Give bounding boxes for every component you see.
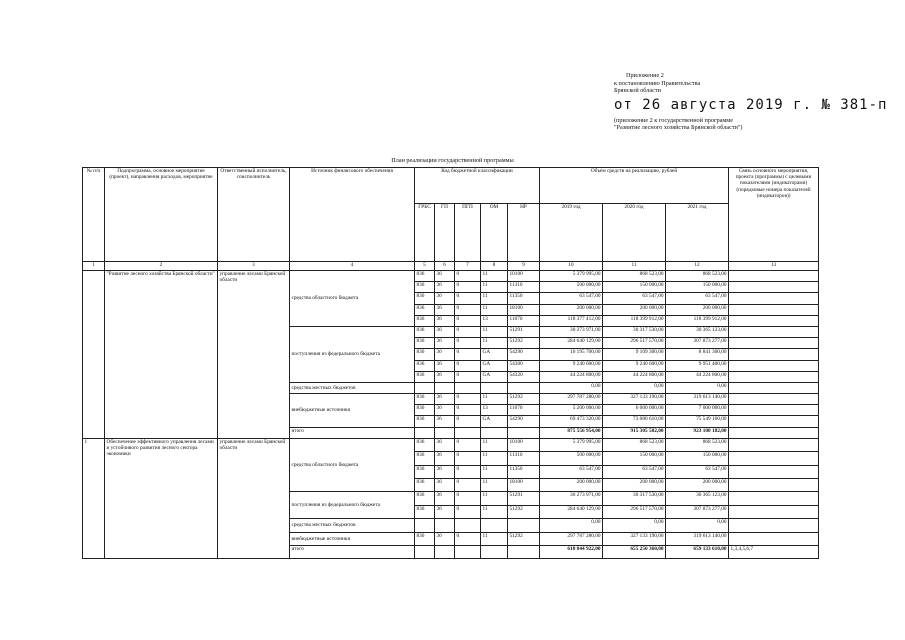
- amount-2019: 0,00: [540, 519, 603, 532]
- kbk-om: 11: [481, 293, 508, 304]
- kbk-grbs: 836: [415, 394, 435, 405]
- kbk-pgp: 0: [455, 505, 481, 518]
- kbk-empty: [481, 427, 508, 438]
- funding-source: внебюджетные источники: [290, 394, 415, 428]
- table-row: [83, 271, 819, 282]
- kbk-nr: 54300: [508, 360, 540, 371]
- kbk-om: GA: [481, 360, 508, 371]
- indicator-link: [729, 282, 819, 293]
- kbk-grbs: 836: [415, 349, 435, 360]
- kbk-gp: 36: [435, 452, 455, 465]
- kbk-pgp: 0: [455, 360, 481, 371]
- kbk-empty: [455, 427, 481, 438]
- col-volume: Объем средств на реализацию, рублей: [540, 168, 729, 204]
- amount-2021: 30 365 123,00: [666, 492, 729, 505]
- funding-source: поступления из федерального бюджета: [290, 326, 415, 382]
- amount-2020: 0,00: [603, 519, 666, 532]
- amount-2019: 30 273 971,00: [540, 326, 603, 337]
- kbk-gp: 36: [435, 532, 455, 545]
- amount-2019: 500 000,00: [540, 452, 603, 465]
- kbk-nr: 51292: [508, 532, 540, 545]
- kbk-pgp: 0: [455, 338, 481, 349]
- kbk-grbs: 836: [415, 282, 435, 293]
- amount-2021: 200 000,00: [666, 478, 729, 491]
- colnum: 2: [105, 262, 218, 271]
- indicator-link: [729, 438, 819, 451]
- indicator-link: [729, 465, 819, 478]
- colnum: 3: [218, 262, 290, 271]
- amount-2019: 297 787 280,00: [540, 394, 603, 405]
- amount-2020: 150 000,00: [603, 452, 666, 465]
- kbk-empty: [481, 545, 508, 558]
- amount-2021: 868 523,00: [666, 271, 729, 282]
- kbk-grbs: 836: [415, 360, 435, 371]
- amount-2019: 284 640 129,00: [540, 505, 603, 518]
- total-2019: 618 844 922,00: [540, 545, 603, 558]
- indicator-link: [729, 478, 819, 491]
- amount-2020: 200 000,00: [603, 478, 666, 491]
- amount-2020: 30 317 530,00: [603, 326, 666, 337]
- amount-2019: 500 000,00: [540, 282, 603, 293]
- kbk-grbs: 836: [415, 465, 435, 478]
- amount-2020: 63 547,00: [603, 293, 666, 304]
- amount-2021: 150 000,00: [666, 452, 729, 465]
- activity-name: Обеспечение эффективного управления лесами и устойчивого развития лесного сектора экономики: [105, 438, 218, 559]
- kbk-grbs: [415, 519, 435, 532]
- indicator-link: [729, 492, 819, 505]
- kbk-gp: 36: [435, 371, 455, 382]
- col-pgp: ПГП: [455, 204, 481, 262]
- kbk-om: 13: [481, 315, 508, 326]
- kbk-gp: 36: [435, 438, 455, 451]
- kbk-empty: [415, 545, 435, 558]
- kbk-nr: 10100: [508, 438, 540, 451]
- row-number: 1: [83, 438, 105, 559]
- kbk-pgp: 0: [455, 304, 481, 315]
- amount-2020: 296 517 570,00: [603, 338, 666, 349]
- indicator-link: [729, 338, 819, 349]
- kbk-pgp: 0: [455, 315, 481, 326]
- indicator-link: [729, 271, 819, 282]
- col-grbs: ГРБС: [415, 204, 435, 262]
- kbk-empty: [435, 545, 455, 558]
- amount-2019: 5 379 995,00: [540, 438, 603, 451]
- total-label: итого: [290, 545, 415, 558]
- indicator-link: [729, 532, 819, 545]
- kbk-gp: 36: [435, 349, 455, 360]
- kbk-grbs: 836: [415, 452, 435, 465]
- indicator-link: [729, 405, 819, 416]
- kbk-nr: 51291: [508, 492, 540, 505]
- amount-2020: 868 523,00: [603, 438, 666, 451]
- kbk-pgp: 0: [455, 271, 481, 282]
- kbk-pgp: 0: [455, 492, 481, 505]
- col-source: Источник финансового обеспечения: [290, 168, 415, 262]
- amount-2020: 73 080 610,00: [603, 416, 666, 427]
- colnum: 7: [455, 262, 481, 271]
- kbk-pgp: 0: [455, 405, 481, 416]
- amount-2021: 868 523,00: [666, 438, 729, 451]
- colnum: 1: [83, 262, 105, 271]
- decree-date: от 26 августа 2019 г. № 381-п: [614, 96, 888, 113]
- kbk-om: 11: [481, 478, 508, 491]
- indicator-link: [729, 349, 819, 360]
- funding-source: внебюджетные источники: [290, 532, 415, 545]
- amount-2021: 200 000,00: [666, 304, 729, 315]
- kbk-grbs: 836: [415, 315, 435, 326]
- amount-2021: 150 000,00: [666, 282, 729, 293]
- kbk-grbs: 836: [415, 492, 435, 505]
- kbk-pgp: 0: [455, 416, 481, 427]
- decree-ref: к постановлению Правительства: [614, 79, 701, 87]
- kbk-om: 11: [481, 282, 508, 293]
- col-kbk: Код бюджетной классификации: [415, 168, 540, 204]
- indicator-link: [729, 519, 819, 532]
- col-2021: 2021 год: [666, 204, 729, 262]
- kbk-pgp: 0: [455, 478, 481, 491]
- total-2019: 875 556 954,00: [540, 427, 603, 438]
- table-title: План реализации государственной программы: [391, 157, 514, 164]
- col-2020: 2020 год: [603, 204, 666, 262]
- indicator-link: [729, 427, 819, 438]
- kbk-om: 11: [481, 492, 508, 505]
- amount-2019: 10 195 700,00: [540, 349, 603, 360]
- kbk-om: [481, 382, 508, 393]
- kbk-om: 11: [481, 304, 508, 315]
- kbk-grbs: 836: [415, 371, 435, 382]
- executor: управление лесами Брянской области: [218, 271, 290, 439]
- kbk-nr: 11310: [508, 282, 540, 293]
- amount-2020: 118 399 912,00: [603, 315, 666, 326]
- amount-2019: 5 200 000,00: [540, 405, 603, 416]
- colnum: 8: [481, 262, 508, 271]
- table-row: [83, 438, 819, 451]
- kbk-nr: 11350: [508, 465, 540, 478]
- kbk-pgp: [455, 519, 481, 532]
- amount-2021: 63 547,00: [666, 293, 729, 304]
- kbk-grbs: 836: [415, 405, 435, 416]
- total-2021: 659 133 610,00: [666, 545, 729, 558]
- amount-2019: 118 377 412,00: [540, 315, 603, 326]
- kbk-empty: [415, 427, 435, 438]
- amount-2021: 0,00: [666, 519, 729, 532]
- kbk-om: 11: [481, 438, 508, 451]
- indicator-link: [729, 360, 819, 371]
- block-program: [83, 271, 819, 439]
- amount-2019: 63 547,00: [540, 465, 603, 478]
- kbk-gp: 36: [435, 394, 455, 405]
- kbk-pgp: 0: [455, 394, 481, 405]
- kbk-nr: 11070: [508, 405, 540, 416]
- kbk-om: 11: [481, 394, 508, 405]
- plan-table: [82, 167, 819, 559]
- document-header: [614, 72, 887, 132]
- amount-2021: 0,00: [666, 382, 729, 393]
- kbk-grbs: 836: [415, 271, 435, 282]
- kbk-om: 13: [481, 405, 508, 416]
- amount-2019: 5 379 995,00: [540, 271, 603, 282]
- indicator-link: [729, 326, 819, 337]
- kbk-om: 11: [481, 271, 508, 282]
- amount-2020: 44 224 800,00: [603, 371, 666, 382]
- row-number: [83, 271, 105, 439]
- program-note-1: (приложение 2 к государственной программе: [614, 116, 733, 124]
- kbk-nr: 51292: [508, 394, 540, 405]
- amount-2020: 296 517 570,00: [603, 505, 666, 518]
- kbk-grbs: 836: [415, 532, 435, 545]
- kbk-nr: 51292: [508, 505, 540, 518]
- amount-2019: 200 000,00: [540, 478, 603, 491]
- amount-2021: 75 549 160,00: [666, 416, 729, 427]
- kbk-nr: 54290: [508, 349, 540, 360]
- indicator-link: [729, 382, 819, 393]
- kbk-pgp: 0: [455, 293, 481, 304]
- appendix-label: Приложение 2: [626, 72, 664, 79]
- total-label: итого: [290, 427, 415, 438]
- col-gp: ГП: [435, 204, 455, 262]
- kbk-nr: 11310: [508, 452, 540, 465]
- amount-2021: 307 873 277,00: [666, 505, 729, 518]
- kbk-gp: 36: [435, 505, 455, 518]
- kbk-nr: 10100: [508, 271, 540, 282]
- kbk-pgp: 0: [455, 452, 481, 465]
- funding-source: поступления из федерального бюджета: [290, 492, 415, 519]
- indicator-link: 1,3,4,5,6,7: [729, 545, 819, 558]
- kbk-om: GA: [481, 371, 508, 382]
- kbk-empty: [435, 427, 455, 438]
- kbk-om: GA: [481, 416, 508, 427]
- col-name: Подпрограмма, основное мероприятие (проект), направления расходов, мероприятие: [105, 168, 218, 262]
- funding-source: средства областного бюджета: [290, 438, 415, 492]
- kbk-pgp: [455, 382, 481, 393]
- amount-2020: 63 547,00: [603, 465, 666, 478]
- kbk-nr: 18100: [508, 304, 540, 315]
- indicator-link: [729, 452, 819, 465]
- kbk-gp: 36: [435, 304, 455, 315]
- kbk-om: 11: [481, 326, 508, 337]
- kbk-empty: [455, 545, 481, 558]
- executor: управление лесами Брянской области: [218, 438, 290, 559]
- colnum: 5: [415, 262, 435, 271]
- kbk-gp: 36: [435, 293, 455, 304]
- kbk-grbs: 836: [415, 478, 435, 491]
- kbk-nr: 11070: [508, 315, 540, 326]
- kbk-gp: 36: [435, 492, 455, 505]
- amount-2019: 69 473 320,00: [540, 416, 603, 427]
- kbk-grbs: 836: [415, 293, 435, 304]
- amount-2021: 9 951 400,00: [666, 360, 729, 371]
- kbk-nr: 51291: [508, 326, 540, 337]
- indicator-link: [729, 394, 819, 405]
- amount-2019: 297 787 280,00: [540, 532, 603, 545]
- amount-2020: 868 523,00: [603, 271, 666, 282]
- amount-2021: 307 873 277,00: [666, 338, 729, 349]
- amount-2020: 9 109 300,00: [603, 349, 666, 360]
- kbk-om: 11: [481, 465, 508, 478]
- amount-2021: 44 224 800,00: [666, 371, 729, 382]
- kbk-pgp: 0: [455, 532, 481, 545]
- kbk-gp: 36: [435, 271, 455, 282]
- amount-2021: 8 841 300,00: [666, 349, 729, 360]
- amount-2021: 319 613 140,00: [666, 532, 729, 545]
- amount-2019: 0,00: [540, 382, 603, 393]
- col-2019: 2019 год: [540, 204, 603, 262]
- kbk-gp: 36: [435, 315, 455, 326]
- kbk-nr: 54320: [508, 371, 540, 382]
- column-numbers-row: [83, 262, 819, 271]
- amount-2021: 63 547,00: [666, 465, 729, 478]
- amount-2020: 150 000,00: [603, 282, 666, 293]
- kbk-om: 11: [481, 338, 508, 349]
- total-2021: 923 100 182,00: [666, 427, 729, 438]
- kbk-grbs: 836: [415, 416, 435, 427]
- colnum: 6: [435, 262, 455, 271]
- block-main-activity: [83, 438, 819, 559]
- colnum: 10: [540, 262, 603, 271]
- colnum: 13: [729, 262, 819, 271]
- kbk-gp: 36: [435, 360, 455, 371]
- amount-2019: 63 547,00: [540, 293, 603, 304]
- kbk-nr: [508, 382, 540, 393]
- kbk-empty: [508, 427, 540, 438]
- kbk-pgp: 0: [455, 465, 481, 478]
- activity-name: "Развитие лесного хозяйства Брянской области": [105, 271, 218, 439]
- amount-2020: 200 000,00: [603, 304, 666, 315]
- kbk-om: GA: [481, 349, 508, 360]
- kbk-pgp: 0: [455, 326, 481, 337]
- kbk-gp: 36: [435, 478, 455, 491]
- indicator-link: [729, 293, 819, 304]
- kbk-grbs: [415, 382, 435, 393]
- kbk-gp: 36: [435, 465, 455, 478]
- col-om: ОМ: [481, 204, 508, 262]
- indicator-link: [729, 315, 819, 326]
- amount-2020: 327 133 190,00: [603, 532, 666, 545]
- kbk-nr: 18100: [508, 478, 540, 491]
- colnum: 11: [603, 262, 666, 271]
- amount-2021: 7 000 000,00: [666, 405, 729, 416]
- col-link: Связь основного мероприятия, проекта (программы) с целевыми показателями (индикаторами) (порядковые номера показателей (индикаторов)): [729, 168, 819, 262]
- colnum: 4: [290, 262, 415, 271]
- kbk-gp: 36: [435, 405, 455, 416]
- kbk-pgp: 0: [455, 371, 481, 382]
- kbk-om: 11: [481, 532, 508, 545]
- amount-2021: 118 399 912,00: [666, 315, 729, 326]
- funding-source: средства местных бюджетов: [290, 519, 415, 532]
- kbk-om: [481, 519, 508, 532]
- kbk-empty: [508, 545, 540, 558]
- col-nr: НР: [508, 204, 540, 262]
- kbk-nr: 11350: [508, 293, 540, 304]
- amount-2019: 200 000,00: [540, 304, 603, 315]
- total-2020: 655 250 360,00: [603, 545, 666, 558]
- kbk-nr: [508, 519, 540, 532]
- indicator-link: [729, 371, 819, 382]
- kbk-grbs: 836: [415, 438, 435, 451]
- kbk-grbs: 836: [415, 326, 435, 337]
- kbk-gp: 36: [435, 282, 455, 293]
- kbk-pgp: 0: [455, 282, 481, 293]
- col-exec: Ответственный исполнитель, соисполнитель: [218, 168, 290, 262]
- amount-2021: 30 365 123,00: [666, 326, 729, 337]
- program-note-2: "Развитие лесного хозяйства Брянской области"): [614, 124, 743, 132]
- indicator-link: [729, 304, 819, 315]
- kbk-grbs: 836: [415, 338, 435, 349]
- kbk-gp: 36: [435, 338, 455, 349]
- kbk-gp: [435, 519, 455, 532]
- col-num: № п/п: [83, 168, 105, 262]
- amount-2019: 9 240 600,00: [540, 360, 603, 371]
- kbk-nr: 54290: [508, 416, 540, 427]
- amount-2020: 6 000 000,00: [603, 405, 666, 416]
- amount-2020: 30 317 530,00: [603, 492, 666, 505]
- amount-2020: 327 133 190,00: [603, 394, 666, 405]
- kbk-om: 11: [481, 452, 508, 465]
- amount-2019: 44 224 800,00: [540, 371, 603, 382]
- colnum: 12: [666, 262, 729, 271]
- kbk-gp: 36: [435, 326, 455, 337]
- funding-source: средства местных бюджетов: [290, 382, 415, 393]
- total-2020: 915 305 582,00: [603, 427, 666, 438]
- kbk-grbs: 836: [415, 505, 435, 518]
- kbk-gp: 36: [435, 416, 455, 427]
- indicator-link: [729, 505, 819, 518]
- kbk-gp: [435, 382, 455, 393]
- amount-2020: 0,00: [603, 382, 666, 393]
- kbk-pgp: 0: [455, 438, 481, 451]
- kbk-om: 11: [481, 505, 508, 518]
- amount-2019: 30 273 971,00: [540, 492, 603, 505]
- funding-source: средства областного бюджета: [290, 271, 415, 327]
- kbk-nr: 51292: [508, 338, 540, 349]
- amount-2019: 284 640 129,00: [540, 338, 603, 349]
- kbk-grbs: 836: [415, 304, 435, 315]
- amount-2021: 319 613 140,00: [666, 394, 729, 405]
- region-name: Брянской области: [614, 87, 661, 95]
- kbk-pgp: 0: [455, 349, 481, 360]
- amount-2020: 9 240 600,00: [603, 360, 666, 371]
- colnum: 9: [508, 262, 540, 271]
- indicator-link: [729, 416, 819, 427]
